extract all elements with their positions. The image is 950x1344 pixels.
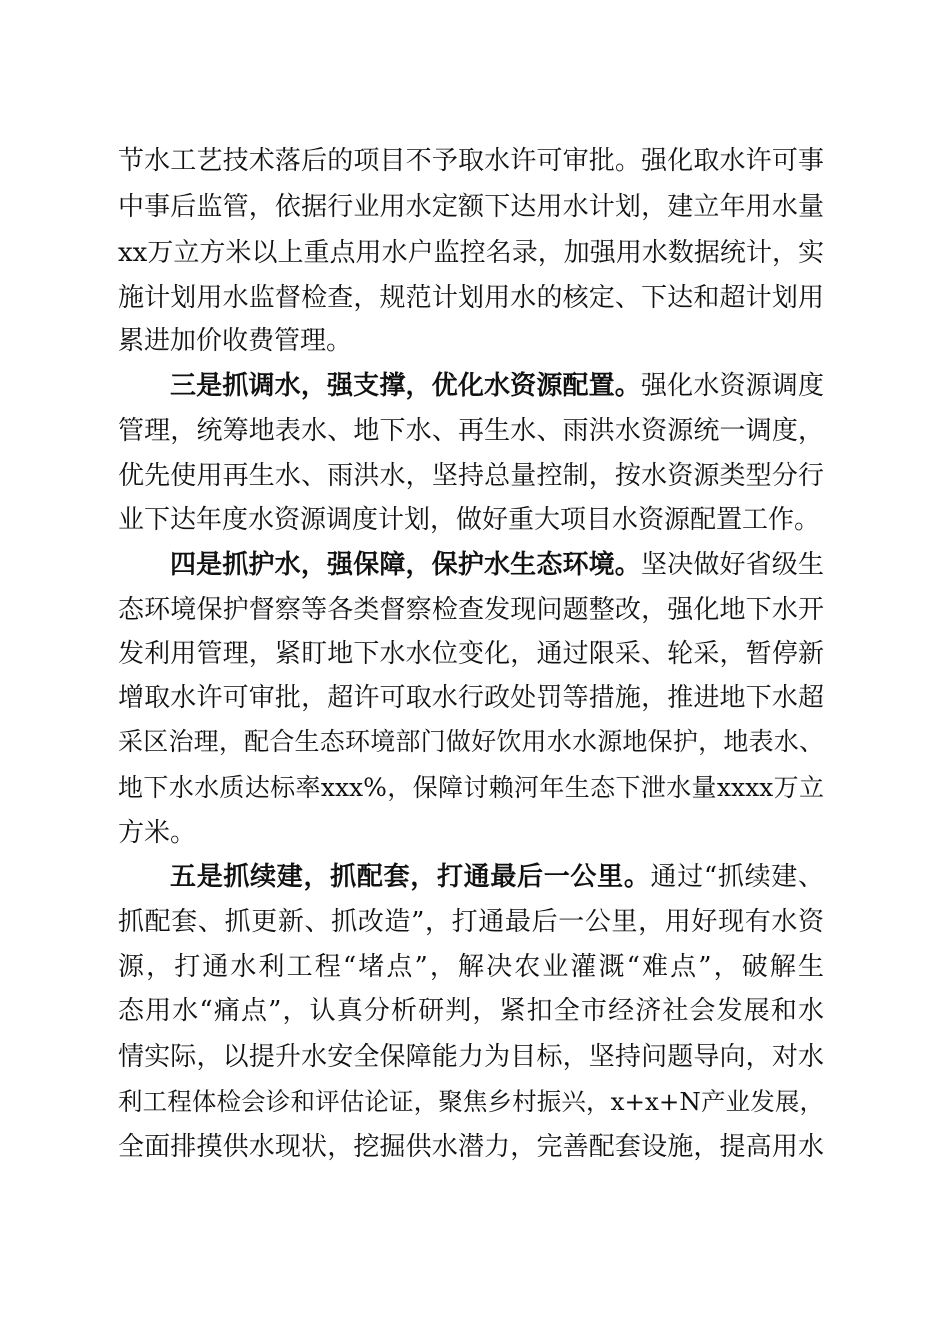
paragraph-1-line-1 — [118, 139, 824, 183]
paragraph-3-line-1 — [170, 543, 824, 587]
line-text: 利工程体检会诊和评估论证，聚焦乡村振兴，x+x+N产业发展， — [118, 1087, 824, 1116]
paragraph-1-line-5 — [118, 319, 824, 363]
paragraph-3-line-5 — [118, 720, 824, 764]
line-text: 优先使用再生水、雨洪水，坚持总量控制，按水资源类型分行 — [118, 461, 824, 491]
line-text: xx万立方米以上重点用水户监控名录，加强用水数据统计，实 — [118, 238, 824, 268]
paragraph-3-line-4 — [118, 676, 824, 720]
line-text: 方米。 — [118, 818, 197, 848]
paragraph-lead-heading: 三是抓调水，强支撑，优化水资源配置。 — [170, 371, 641, 401]
paragraph-lead-heading: 五是抓续建，抓配套，打通最后一公里。 — [170, 862, 651, 892]
line-text: 坚决做好省级生 — [640, 550, 824, 580]
line-text: 情实际，以提升水安全保障能力为目标，坚持问题导向，对水 — [118, 1042, 824, 1072]
paragraph-3-line-7 — [118, 811, 824, 855]
line-text: 施计划用水监督检查，规范计划用水的核定、下达和超计划用 — [118, 283, 824, 313]
line-text: 节水工艺技术落后的项目不予取水许可审批。强化取水许可事 — [118, 146, 824, 176]
paragraph-3-line-2 — [118, 588, 824, 632]
paragraph-4-line-7 — [118, 1125, 824, 1169]
line-text: 增取水许可审批，超许可取水行政处罚等措施，推进地下水超 — [118, 683, 824, 713]
paragraph-1-line-2 — [118, 185, 824, 229]
paragraph-lead-heading: 四是抓护水，强保障，保护水生态环境。 — [170, 550, 641, 580]
paragraph-1-line-4 — [118, 276, 824, 320]
paragraph-4-line-4 — [118, 989, 824, 1033]
line-text: 发利用管理，紧盯地下水水位变化，通过限采、轮采，暂停新 — [118, 639, 824, 669]
paragraph-4-line-3 — [118, 945, 824, 989]
paragraph-4-line-6 — [118, 1080, 824, 1124]
paragraph-2-line-4 — [118, 498, 824, 542]
line-text: 强化水资源调度 — [640, 371, 824, 401]
paragraph-3-line-6 — [118, 766, 824, 810]
line-text: 态用水“痛点”，认真分析研判，紧扣全市经济社会发展和水 — [118, 996, 824, 1026]
paragraph-4-line-1 — [170, 855, 824, 899]
line-text: 源，打通水利工程“堵点”，解决农业灌溉“难点”，破解生 — [118, 952, 824, 982]
line-text: 业下达年度水资源调度计划，做好重大项目水资源配置工作。 — [118, 505, 821, 535]
paragraph-1-line-3 — [118, 231, 824, 275]
paragraph-4-line-5 — [118, 1035, 824, 1079]
line-text: 管理，统筹地表水、地下水、再生水、雨洪水资源统一调度， — [118, 416, 824, 446]
paragraph-4-line-2 — [118, 900, 824, 944]
paragraph-2-line-2 — [118, 409, 824, 453]
paragraph-2-line-3 — [118, 454, 824, 498]
line-text: 抓配套、抓更新、抓改造”，打通最后一公里，用好现有水资 — [118, 907, 824, 937]
line-text: 地下水水质达标率xxx%，保障讨赖河年生态下泄水量xxxx万立 — [118, 773, 824, 802]
line-text: 态环境保护督察等各类督察检查发现问题整改，强化地下水开 — [118, 595, 824, 625]
line-text: 全面排摸供水现状，挖掘供水潜力，完善配套设施，提高用水 — [118, 1132, 824, 1162]
line-text: 累进加价收费管理。 — [118, 326, 353, 356]
paragraph-3-line-3 — [118, 632, 824, 676]
line-text: 通过“抓续建、 — [650, 862, 824, 892]
line-text: 采区治理，配合生态环境部门做好饮用水水源地保护，地表水、 — [118, 727, 824, 756]
paragraph-2-line-1 — [170, 364, 824, 408]
line-text: 中事后监管，依据行业用水定额下达用水计划，建立年用水量 — [118, 192, 824, 222]
